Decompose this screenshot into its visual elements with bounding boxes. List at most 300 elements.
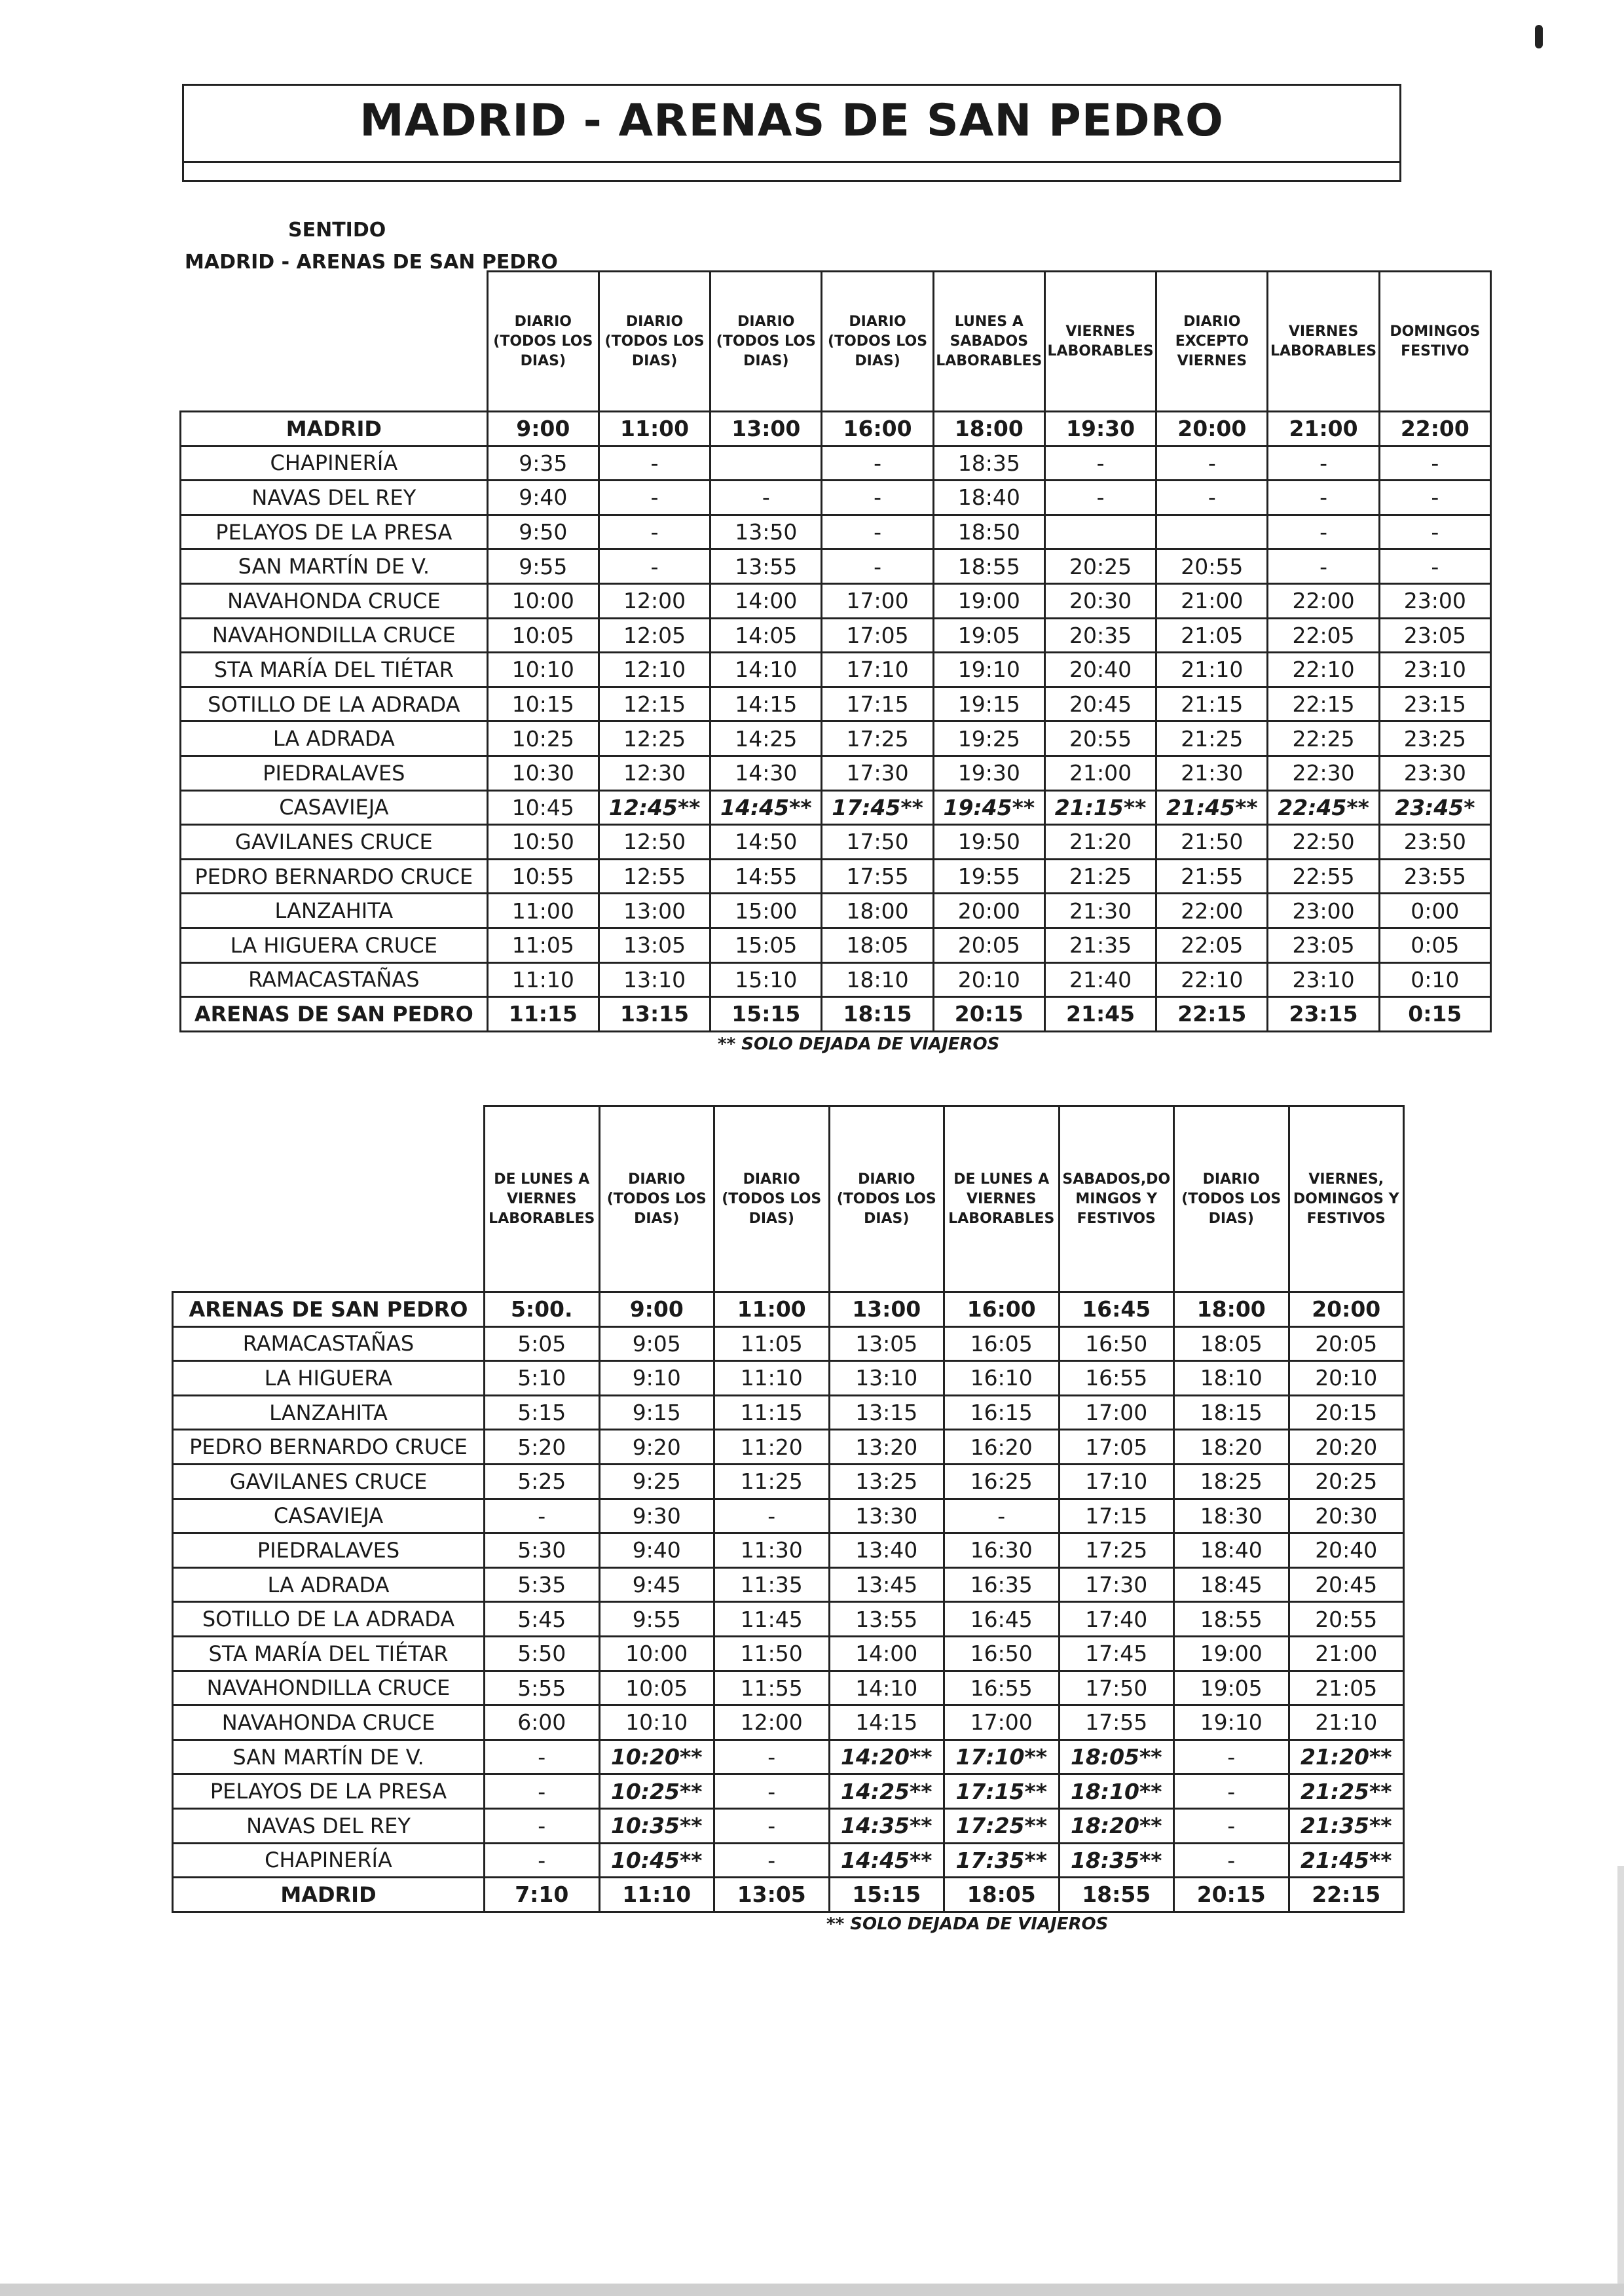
- table-row: [173, 1843, 1404, 1878]
- time-cell: 22:00: [1268, 583, 1379, 618]
- time-cell: 9:35: [487, 446, 599, 481]
- time-cell: 13:05: [599, 928, 710, 962]
- time-cell: 19:30: [933, 756, 1044, 790]
- time-cell: 20:05: [1289, 1326, 1404, 1361]
- table-row: [181, 756, 1491, 790]
- time-cell: 18:10: [822, 962, 933, 997]
- time-cell: 9:15: [599, 1395, 714, 1430]
- time-cell: 18:00: [822, 894, 933, 928]
- time-cell: 19:00: [1174, 1636, 1289, 1671]
- time-cell: 22:30: [1268, 756, 1379, 790]
- table-row: [181, 790, 1491, 825]
- column-header: VIERNES, DOMINGOS Y FESTIVOS: [1289, 1106, 1404, 1292]
- time-cell: 20:10: [1289, 1361, 1404, 1396]
- time-cell: 21:00: [1268, 412, 1379, 446]
- direction-label: MADRID - ARENAS DE SAN PEDRO: [185, 251, 558, 274]
- time-cell: 23:50: [1379, 825, 1490, 860]
- time-cell: 20:55: [1156, 549, 1268, 584]
- time-cell: 21:40: [1044, 962, 1156, 997]
- time-cell: 17:05: [822, 618, 933, 653]
- time-cell: 11:25: [714, 1464, 830, 1499]
- time-cell: 21:05: [1156, 618, 1268, 653]
- time-cell: 14:25: [710, 721, 822, 756]
- scan-shadow-right: [1617, 1866, 1624, 2285]
- time-cell: 17:50: [1059, 1671, 1174, 1705]
- time-cell: -: [485, 1808, 600, 1843]
- time-cell: 18:55: [933, 549, 1044, 584]
- time-cell: 22:05: [1156, 928, 1268, 962]
- time-cell: 9:00: [487, 412, 599, 446]
- time-cell: 21:35: [1044, 928, 1156, 962]
- time-cell: -: [1174, 1740, 1289, 1774]
- outbound-timetable: [179, 270, 1492, 1032]
- time-cell: 9:00: [599, 1292, 714, 1327]
- time-cell: 17:45: [1059, 1636, 1174, 1671]
- time-cell: 18:55: [1059, 1878, 1174, 1912]
- time-cell: 18:20**: [1059, 1808, 1174, 1843]
- table-row: [181, 962, 1491, 997]
- table-row: [173, 1326, 1404, 1361]
- table-row: [181, 446, 1491, 481]
- time-cell: 10:20**: [599, 1740, 714, 1774]
- time-cell: -: [599, 446, 710, 481]
- column-header: DOMINGOS FESTIVO: [1379, 272, 1490, 412]
- stop-navas-del-rey: NAVAS DEL REY: [181, 481, 488, 515]
- time-cell: -: [1379, 446, 1490, 481]
- time-cell: 23:55: [1379, 859, 1490, 894]
- time-cell: 5:45: [485, 1602, 600, 1637]
- time-cell: 10:45: [487, 790, 599, 825]
- time-cell: 17:30: [822, 756, 933, 790]
- time-cell: 9:55: [487, 549, 599, 584]
- time-cell: 21:35**: [1289, 1808, 1404, 1843]
- time-cell: -: [1156, 446, 1268, 481]
- time-cell: 10:30: [487, 756, 599, 790]
- time-cell: 13:55: [710, 549, 822, 584]
- time-cell: 19:45**: [933, 790, 1044, 825]
- stop-ramacastanas: RAMACASTAÑAS: [173, 1326, 485, 1361]
- table-row: [173, 1774, 1404, 1809]
- time-cell: 7:10: [485, 1878, 600, 1912]
- time-cell: 13:00: [599, 894, 710, 928]
- time-cell: 18:40: [1174, 1533, 1289, 1568]
- time-cell: 14:15: [710, 687, 822, 721]
- time-cell: 22:45**: [1268, 790, 1379, 825]
- column-header: VIERNES LABORABLES: [1044, 272, 1156, 412]
- table-row: [181, 894, 1491, 928]
- time-cell: 21:25**: [1289, 1774, 1404, 1809]
- time-cell: 13:50: [710, 515, 822, 549]
- time-cell: 9:50: [487, 515, 599, 549]
- time-cell: 20:15: [1289, 1395, 1404, 1430]
- table-row: [181, 721, 1491, 756]
- time-cell: -: [1044, 481, 1156, 515]
- time-cell: 21:45: [1044, 997, 1156, 1032]
- time-cell: 5:25: [485, 1464, 600, 1499]
- stop-sta-maria-del-tietar: STA MARÍA DEL TIÉTAR: [173, 1636, 485, 1671]
- table-row: [173, 1602, 1404, 1637]
- time-cell: 0:00: [1379, 894, 1490, 928]
- time-cell: -: [714, 1499, 830, 1533]
- time-cell: 16:45: [1059, 1292, 1174, 1327]
- time-cell: 19:00: [933, 583, 1044, 618]
- inbound-timetable: [172, 1105, 1405, 1913]
- time-cell: 13:00: [829, 1292, 944, 1327]
- time-cell: -: [710, 481, 822, 515]
- table-row: [181, 549, 1491, 584]
- time-cell: 10:35**: [599, 1808, 714, 1843]
- time-cell: 14:35**: [829, 1808, 944, 1843]
- time-cell: 20:40: [1044, 653, 1156, 687]
- time-cell: 12:50: [599, 825, 710, 860]
- stop-chapineria: CHAPINERÍA: [173, 1843, 485, 1878]
- time-cell: 18:40: [933, 481, 1044, 515]
- time-cell: -: [1268, 515, 1379, 549]
- time-cell: 16:05: [944, 1326, 1060, 1361]
- time-cell: 10:00: [599, 1636, 714, 1671]
- table-row: [173, 1808, 1404, 1843]
- time-cell: 12:45**: [599, 790, 710, 825]
- time-cell: 14:50: [710, 825, 822, 860]
- stop-madrid: MADRID: [173, 1878, 485, 1912]
- time-cell: 13:10: [599, 962, 710, 997]
- time-cell: -: [1174, 1843, 1289, 1878]
- time-cell: 19:15: [933, 687, 1044, 721]
- time-cell: 9:45: [599, 1567, 714, 1602]
- time-cell: 15:00: [710, 894, 822, 928]
- time-cell: 18:15: [822, 997, 933, 1032]
- time-cell: [1156, 515, 1268, 549]
- time-cell: 13:05: [714, 1878, 830, 1912]
- time-cell: 21:30: [1156, 756, 1268, 790]
- time-cell: 10:55: [487, 859, 599, 894]
- time-cell: 14:00: [710, 583, 822, 618]
- time-cell: 13:05: [829, 1326, 944, 1361]
- time-cell: 21:20: [1044, 825, 1156, 860]
- time-cell: 16:45: [944, 1602, 1060, 1637]
- time-cell: -: [485, 1843, 600, 1878]
- time-cell: 18:25: [1174, 1464, 1289, 1499]
- time-cell: 23:30: [1379, 756, 1490, 790]
- time-cell: 14:00: [829, 1636, 944, 1671]
- time-cell: 11:20: [714, 1430, 830, 1465]
- time-cell: 17:10: [1059, 1464, 1174, 1499]
- time-cell: 11:55: [714, 1671, 830, 1705]
- time-cell: -: [599, 549, 710, 584]
- time-cell: 6:00: [485, 1705, 600, 1740]
- time-cell: 11:45: [714, 1602, 830, 1637]
- time-cell: [1044, 515, 1156, 549]
- time-cell: 16:55: [1059, 1361, 1174, 1396]
- time-cell: 18:10: [1174, 1361, 1289, 1396]
- time-cell: 5:35: [485, 1567, 600, 1602]
- time-cell: 18:50: [933, 515, 1044, 549]
- time-cell: 13:25: [829, 1464, 944, 1499]
- column-header: DIARIO EXCEPTO VIERNES: [1156, 272, 1268, 412]
- time-cell: 18:05**: [1059, 1740, 1174, 1774]
- time-cell: 9:25: [599, 1464, 714, 1499]
- table-row: [173, 1499, 1404, 1533]
- time-cell: -: [1174, 1774, 1289, 1809]
- time-cell: 18:05: [944, 1878, 1060, 1912]
- stop-pelayos-de-la-presa: PELAYOS DE LA PRESA: [181, 515, 488, 549]
- stop-gavilanes-cruce: GAVILANES CRUCE: [181, 825, 488, 860]
- time-cell: 22:10: [1268, 653, 1379, 687]
- time-cell: 18:05: [1174, 1326, 1289, 1361]
- stop-arenas-de-san-pedro: ARENAS DE SAN PEDRO: [173, 1292, 485, 1327]
- time-cell: 12:25: [599, 721, 710, 756]
- table-row: [173, 1361, 1404, 1396]
- time-cell: -: [714, 1740, 830, 1774]
- time-cell: 12:30: [599, 756, 710, 790]
- stop-lanzahita: LANZAHITA: [181, 894, 488, 928]
- time-cell: 18:15: [1174, 1395, 1289, 1430]
- stop-piedralaves: PIEDRALAVES: [173, 1533, 485, 1568]
- table-row: [181, 928, 1491, 962]
- time-cell: [710, 446, 822, 481]
- time-cell: 22:50: [1268, 825, 1379, 860]
- stop-la-adrada: LA ADRADA: [173, 1567, 485, 1602]
- time-cell: 5:20: [485, 1430, 600, 1465]
- time-cell: -: [944, 1499, 1060, 1533]
- time-cell: -: [599, 515, 710, 549]
- scan-shadow-bottom: [0, 2284, 1624, 2296]
- time-cell: -: [1379, 549, 1490, 584]
- time-cell: 22:00: [1379, 412, 1490, 446]
- stop-navahondilla-cruce: NAVAHONDILLA CRUCE: [181, 618, 488, 653]
- time-cell: -: [822, 515, 933, 549]
- time-cell: 22:05: [1268, 618, 1379, 653]
- stop-casavieja: CASAVIEJA: [173, 1499, 485, 1533]
- time-cell: 15:10: [710, 962, 822, 997]
- time-cell: 18:05: [822, 928, 933, 962]
- time-cell: -: [485, 1740, 600, 1774]
- time-cell: 20:55: [1044, 721, 1156, 756]
- page-title: MADRID - ARENAS DE SAN PEDRO: [360, 95, 1224, 147]
- stop-pelayos-de-la-presa: PELAYOS DE LA PRESA: [173, 1774, 485, 1809]
- time-cell: 0:05: [1379, 928, 1490, 962]
- time-cell: 13:10: [829, 1361, 944, 1396]
- time-cell: 17:00: [944, 1705, 1060, 1740]
- time-cell: 19:30: [1044, 412, 1156, 446]
- time-cell: 20:30: [1044, 583, 1156, 618]
- time-cell: 11:10: [599, 1878, 714, 1912]
- time-cell: 13:15: [829, 1395, 944, 1430]
- time-cell: 18:55: [1174, 1602, 1289, 1637]
- time-cell: 21:00: [1156, 583, 1268, 618]
- stop-casavieja: CASAVIEJA: [181, 790, 488, 825]
- time-cell: -: [1379, 515, 1490, 549]
- time-cell: 17:55: [822, 859, 933, 894]
- time-cell: -: [714, 1808, 830, 1843]
- time-cell: 10:10: [599, 1705, 714, 1740]
- time-cell: 22:15: [1289, 1878, 1404, 1912]
- time-cell: 14:10: [710, 653, 822, 687]
- time-cell: 12:05: [599, 618, 710, 653]
- table-row: [181, 687, 1491, 721]
- time-cell: 9:10: [599, 1361, 714, 1396]
- column-header: DIARIO (TODOS LOS DIAS): [822, 272, 933, 412]
- stop-san-martin-de-v: SAN MARTÍN DE V.: [173, 1740, 485, 1774]
- time-cell: 17:55: [1059, 1705, 1174, 1740]
- time-cell: -: [1268, 446, 1379, 481]
- time-cell: 17:15**: [944, 1774, 1060, 1809]
- time-cell: 20:45: [1044, 687, 1156, 721]
- stop-sotillo-de-la-adrada: SOTILLO DE LA ADRADA: [173, 1602, 485, 1637]
- time-cell: 14:10: [829, 1671, 944, 1705]
- time-cell: 14:05: [710, 618, 822, 653]
- time-cell: 20:25: [1289, 1464, 1404, 1499]
- time-cell: 22:00: [1156, 894, 1268, 928]
- time-cell: 18:00: [1174, 1292, 1289, 1327]
- stop-navahondilla-cruce: NAVAHONDILLA CRUCE: [173, 1671, 485, 1705]
- time-cell: 5:30: [485, 1533, 600, 1568]
- time-cell: 18:20: [1174, 1430, 1289, 1465]
- time-cell: 18:45: [1174, 1567, 1289, 1602]
- time-cell: 19:10: [933, 653, 1044, 687]
- time-cell: 9:20: [599, 1430, 714, 1465]
- column-header: DIARIO (TODOS LOS DIAS): [599, 272, 710, 412]
- time-cell: 12:00: [599, 583, 710, 618]
- table-row: [173, 1878, 1404, 1912]
- title-box: [182, 84, 1401, 182]
- time-cell: 9:05: [599, 1326, 714, 1361]
- time-cell: 16:25: [944, 1464, 1060, 1499]
- stop-piedralaves: PIEDRALAVES: [181, 756, 488, 790]
- time-cell: 0:10: [1379, 962, 1490, 997]
- time-cell: 13:30: [829, 1499, 944, 1533]
- table-row: [173, 1671, 1404, 1705]
- table-row: [181, 583, 1491, 618]
- time-cell: 17:40: [1059, 1602, 1174, 1637]
- time-cell: 16:55: [944, 1671, 1060, 1705]
- header-corner: [173, 1106, 485, 1292]
- time-cell: 15:15: [829, 1878, 944, 1912]
- time-cell: 10:25**: [599, 1774, 714, 1809]
- time-cell: 16:10: [944, 1361, 1060, 1396]
- table-row: [173, 1395, 1404, 1430]
- time-cell: 19:10: [1174, 1705, 1289, 1740]
- time-cell: 18:35: [933, 446, 1044, 481]
- table-row: [181, 859, 1491, 894]
- time-cell: 20:25: [1044, 549, 1156, 584]
- time-cell: 23:25: [1379, 721, 1490, 756]
- time-cell: -: [1174, 1808, 1289, 1843]
- header-corner: [181, 272, 488, 412]
- time-cell: 17:50: [822, 825, 933, 860]
- time-cell: 23:45*: [1379, 790, 1490, 825]
- time-cell: 21:25: [1044, 859, 1156, 894]
- time-cell: 21:45**: [1289, 1843, 1404, 1878]
- time-cell: 15:15: [710, 997, 822, 1032]
- time-cell: 17:10: [822, 653, 933, 687]
- stop-navahonda-cruce: NAVAHONDA CRUCE: [181, 583, 488, 618]
- time-cell: 5:50: [485, 1636, 600, 1671]
- time-cell: 12:00: [714, 1705, 830, 1740]
- time-cell: -: [1268, 481, 1379, 515]
- time-cell: 23:15: [1379, 687, 1490, 721]
- time-cell: 18:00: [933, 412, 1044, 446]
- time-cell: 23:10: [1379, 653, 1490, 687]
- time-cell: 11:10: [487, 962, 599, 997]
- time-cell: 11:50: [714, 1636, 830, 1671]
- time-cell: 14:15: [829, 1705, 944, 1740]
- time-cell: 15:05: [710, 928, 822, 962]
- stop-chapineria: CHAPINERÍA: [181, 446, 488, 481]
- time-cell: -: [1044, 446, 1156, 481]
- time-cell: 22:15: [1156, 997, 1268, 1032]
- time-cell: 13:40: [829, 1533, 944, 1568]
- time-cell: 17:35**: [944, 1843, 1060, 1878]
- stop-arenas-de-san-pedro: ARENAS DE SAN PEDRO: [181, 997, 488, 1032]
- time-cell: 17:00: [822, 583, 933, 618]
- time-cell: 17:25: [1059, 1533, 1174, 1568]
- time-cell: 21:00: [1044, 756, 1156, 790]
- time-cell: 19:05: [933, 618, 1044, 653]
- time-cell: 5:10: [485, 1361, 600, 1396]
- time-cell: 9:30: [599, 1499, 714, 1533]
- time-cell: 14:45**: [710, 790, 822, 825]
- time-cell: 19:05: [1174, 1671, 1289, 1705]
- column-header: VIERNES LABORABLES: [1268, 272, 1379, 412]
- inbound-footnote: ** SOLO DEJADA DE VIAJEROS: [826, 1914, 1109, 1934]
- time-cell: 9:40: [487, 481, 599, 515]
- time-cell: 11:35: [714, 1567, 830, 1602]
- time-cell: 11:00: [487, 894, 599, 928]
- table-row: [173, 1567, 1404, 1602]
- stop-sta-maria-del-tietar: STA MARÍA DEL TIÉTAR: [181, 653, 488, 687]
- table-row: [181, 481, 1491, 515]
- time-cell: 20:15: [933, 997, 1044, 1032]
- stop-navas-del-rey: NAVAS DEL REY: [173, 1808, 485, 1843]
- table-row: [173, 1705, 1404, 1740]
- stop-la-higuera: LA HIGUERA: [173, 1361, 485, 1396]
- time-cell: -: [822, 549, 933, 584]
- time-cell: 11:00: [599, 412, 710, 446]
- time-cell: 10:05: [487, 618, 599, 653]
- table-row: [181, 515, 1491, 549]
- table-row: [173, 1292, 1404, 1327]
- time-cell: 17:45**: [822, 790, 933, 825]
- column-header: DIARIO (TODOS LOS DIAS): [1174, 1106, 1289, 1292]
- table-row: [173, 1533, 1404, 1568]
- time-cell: 16:50: [1059, 1326, 1174, 1361]
- time-cell: 20:35: [1044, 618, 1156, 653]
- column-header: DE LUNES A VIERNES LABORABLES: [944, 1106, 1060, 1292]
- time-cell: 17:25: [822, 721, 933, 756]
- time-cell: 23:15: [1268, 997, 1379, 1032]
- table-row: [181, 825, 1491, 860]
- time-cell: 21:00: [1289, 1636, 1404, 1671]
- time-cell: 23:00: [1268, 894, 1379, 928]
- time-cell: -: [599, 481, 710, 515]
- time-cell: -: [1379, 481, 1490, 515]
- time-cell: 17:10**: [944, 1740, 1060, 1774]
- table-row: [173, 1636, 1404, 1671]
- time-cell: 23:05: [1379, 618, 1490, 653]
- time-cell: 20:40: [1289, 1533, 1404, 1568]
- time-cell: 23:10: [1268, 962, 1379, 997]
- stop-la-adrada: LA ADRADA: [181, 721, 488, 756]
- time-cell: 18:30: [1174, 1499, 1289, 1533]
- time-cell: 18:35**: [1059, 1843, 1174, 1878]
- time-cell: 16:00: [944, 1292, 1060, 1327]
- time-cell: 11:10: [714, 1361, 830, 1396]
- time-cell: 0:15: [1379, 997, 1490, 1032]
- time-cell: 20:00: [933, 894, 1044, 928]
- time-cell: 11:05: [714, 1326, 830, 1361]
- time-cell: 20:45: [1289, 1567, 1404, 1602]
